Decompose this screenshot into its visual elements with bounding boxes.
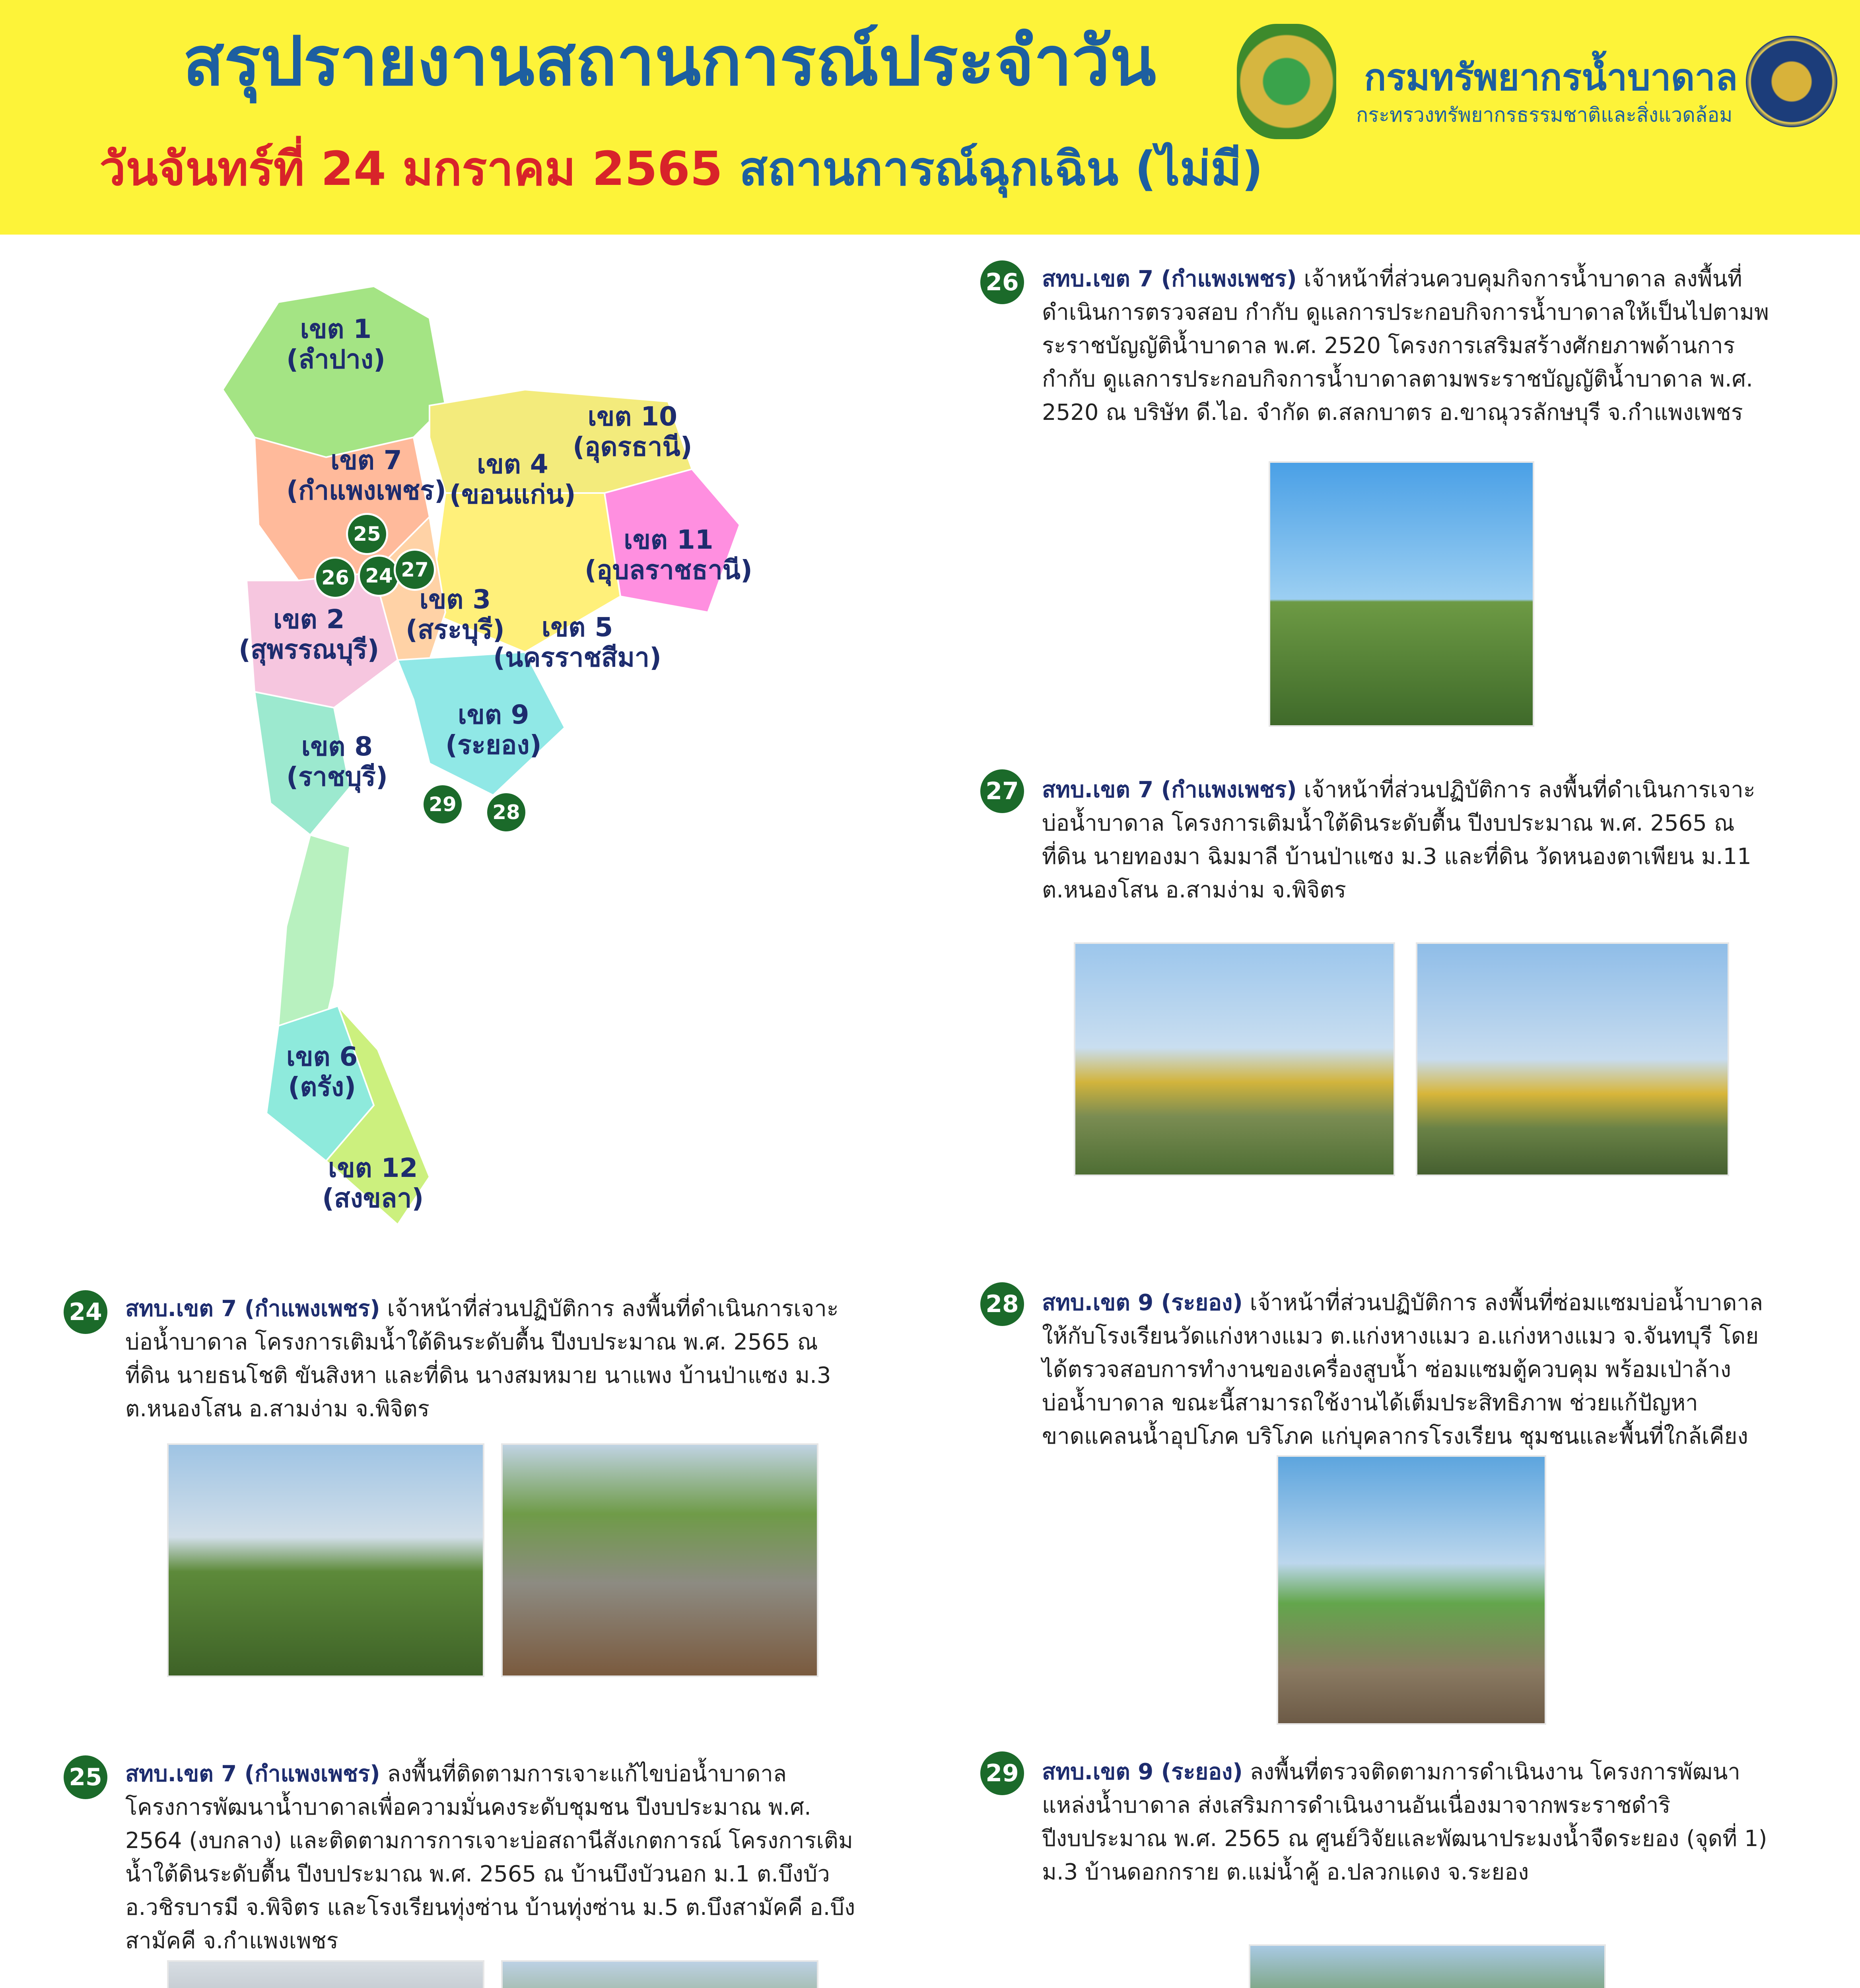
map-marker-25: 25 (346, 513, 388, 555)
region-label-11: เขต 11 (อุบลราชธานี) (585, 524, 753, 585)
region-label-4: เขต 4 (ขอนแก่น) (449, 449, 576, 510)
item-number-28: 28 (978, 1280, 1026, 1328)
item-number-26: 26 (978, 258, 1026, 306)
map-marker-29: 29 (422, 783, 464, 825)
item-28-text (1042, 1286, 1782, 1453)
item-26-body: เจ้าหน้าที่ส่วนควบคุมกิจการน้ำบาดาล ลงพื้นที่ดำเนินการตรวจสอบ กำกับ ดูแลการประกอบกิจการน้ำบาดาลให้เป็นไปตามพระราชบัญญัติน้ำบาดาล พ.ศ. 2520 โครงการเสริมสร้างศักยภาพด้านการกำกับ ดูแลการประกอบกิจการน้ำบาดาลตามพระราชบัญญัติน้ำบาดาล พ.ศ. 2520 ณ บริษัท ดี.ไอ. จำกัด ต.สลกบาตร อ.ขาณุวรลักษบุรี จ.กำแพงเพชร (1042, 266, 1769, 425)
item-28-title: สทบ.เขต 9 (ระยอง) (1042, 1290, 1243, 1316)
header-org-name: กรมทรัพยากรน้ำบาดาล (1364, 56, 1738, 99)
item-27-body: เจ้าหน้าที่ส่วนปฏิบัติการ ลงพื้นที่ดำเนินการเจาะบ่อน้ำบาดาล โครงการเติมน้ำใต้ดินระดับตื้น ปีงบประมาณ พ.ศ. 2565 ณ ที่ดิน นายทองมา ฉิมมาลี บ้านป่าแซง ม.3 และที่ดิน วัดหนองตาเพียน ม.11 ต.หนองโสน อ.สามง่าม จ.พิจิตร (1042, 777, 1755, 903)
item-24-title: สทบ.เขต 7 (กำแพงเพชร) (125, 1296, 380, 1322)
item-25-photo-2 (501, 1960, 818, 1988)
item-number-24: 24 (62, 1288, 109, 1336)
item-27-photo-2 (1416, 942, 1729, 1176)
thailand-region-map (207, 270, 764, 1264)
page-subtitle (99, 143, 1263, 195)
region-label-6: เขต 6 (ตรัง) (286, 1041, 358, 1102)
item-27-photo-1 (1074, 942, 1395, 1176)
royal-emblem-icon (1746, 36, 1837, 127)
item-number-27: 27 (978, 767, 1026, 815)
header-ministry-name: กระทรวงทรัพยากรธรรมชาติและสิ่งแวดล้อม (1356, 103, 1733, 126)
item-24-photo-1 (167, 1443, 484, 1677)
item-26-text (1042, 262, 1782, 429)
region-label-2: เขต 2 (สุพรรณบุรี) (239, 604, 379, 665)
item-28-body: เจ้าหน้าที่ส่วนปฏิบัติการ ลงพื้นที่ซ่อมแซมบ่อน้ำบาดาล ให้กับโรงเรียนวัดแก่งหางแมว ต.แก่งหางแมว อ.แก่งหางแมว จ.จันทบุรี โดยได้ตรวจสอบการทำงานของเครื่องสูบน้ำ ซ่อมแซมตู้ควบคุม พร้อมเป่าล้างบ่อน้ำบาดาล ขณะนี้สามารถใช้งานได้เต็มประสิทธิภาพ ช่วยแก้ปัญหาขาดแคลนน้ำอุปโภค บริโภค แก่บุคลากรโรงเรียน ชุมชนและพื้นที่ใกล้เคียง (1042, 1290, 1763, 1449)
region-label-1: เขต 1 (ลำปาง) (286, 314, 386, 375)
item-25-body: ลงพื้นที่ติดตามการเจาะแก้ไขบ่อน้ำบาดาล โครงการพัฒนาน้ำบาดาลเพื่อความมั่นคงระดับชุมชน ปีงบประมาณ พ.ศ. 2564 (งบกลาง) และติดตามการการเจาะบ่อสถานีสังเกตการณ์ โครงการเติมน้ำใต้ดินระดับตื้น ปีงบประมาณ พ.ศ. 2565 ณ บ้านบึงบัวนอก ม.1 ต.บึงบัว อ.วชิรบารมี จ.พิจิตร และโรงเรียนทุ่งซ่าน บ้านทุ่งซ่าน ม.5 ต.บึงสามัคคี อ.บึงสามัคคี จ.กำแพงเพชร (125, 1761, 855, 1954)
region-label-5: เขต 5 (นครราชสีมา) (493, 612, 662, 673)
region-label-12: เขต 12 (สงขลา) (322, 1153, 424, 1213)
item-25-title: สทบ.เขต 7 (กำแพงเพชร) (125, 1761, 380, 1787)
map-marker-27: 27 (394, 549, 436, 591)
emergency-status: สถานการณ์ฉุกเฉิน (ไม่มี) (739, 141, 1263, 196)
map-marker-26: 26 (314, 557, 356, 599)
region-label-8: เขต 8 (ราชบุรี) (286, 731, 388, 792)
map-marker-24: 24 (358, 555, 400, 597)
item-25-text (125, 1757, 869, 1958)
item-28-photo (1277, 1455, 1546, 1725)
map-marker-28: 28 (485, 791, 527, 833)
item-24-text (125, 1292, 869, 1426)
item-29-title: สทบ.เขต 9 (ระยอง) (1042, 1759, 1243, 1785)
item-27-title: สทบ.เขต 7 (กำแพงเพชร) (1042, 777, 1297, 803)
item-26-title: สทบ.เขต 7 (กำแพงเพชร) (1042, 266, 1297, 292)
region-label-10: เขต 10 (อุดรธานี) (573, 401, 692, 462)
item-27-text (1042, 773, 1782, 907)
region-label-7: เขต 7 (กำแพงเพชร) (286, 445, 446, 506)
page-title: สรุปรายงานสถานการณ์ประจำวัน (183, 22, 1156, 101)
page-header (0, 0, 1860, 235)
item-24-photo-2 (501, 1443, 818, 1677)
department-logo-icon (1237, 24, 1336, 139)
region-label-3: เขต 3 (สระบุรี) (406, 584, 505, 645)
item-24-body: เจ้าหน้าที่ส่วนปฏิบัติการ ลงพื้นที่ดำเนินการเจาะบ่อน้ำบาดาล โครงการเติมน้ำใต้ดินระดับตื้น ปีงบประมาณ พ.ศ. 2565 ณ ที่ดิน นายธนโชติ ขันสิงหา และที่ดิน นางสมหมาย นาแพง บ้านป่าแซง ม.3 ต.หนองโสน อ.สามง่าม จ.พิจิตร (125, 1296, 839, 1422)
item-29-body: ลงพื้นที่ตรวจติดตามการดำเนินงาน โครงการพัฒนาแหล่งน้ำบาดาล ส่งเสริมการดำเนินงานอันเนื่องมาจากพระราชดำริ ปีงบประมาณ พ.ศ. 2565 ณ ศูนย์วิจัยและพัฒนาประมงน้ำจืดระยอง (จุดที่ 1) ม.3 บ้านดอกกราย ต.แม่น้ำคู้ อ.ปลวกแดง จ.ระยอง (1042, 1759, 1767, 1885)
region-label-9: เขต 9 (ระยอง) (445, 699, 542, 760)
item-29-photo (1249, 1944, 1606, 1988)
item-26-photo (1269, 461, 1534, 727)
report-date: วันจันทร์ที่ 24 มกราคม 2565 (99, 141, 723, 196)
item-number-25: 25 (62, 1753, 109, 1801)
item-number-29: 29 (978, 1749, 1026, 1797)
item-25-photo-1 (167, 1960, 484, 1988)
item-29-text (1042, 1755, 1782, 1889)
